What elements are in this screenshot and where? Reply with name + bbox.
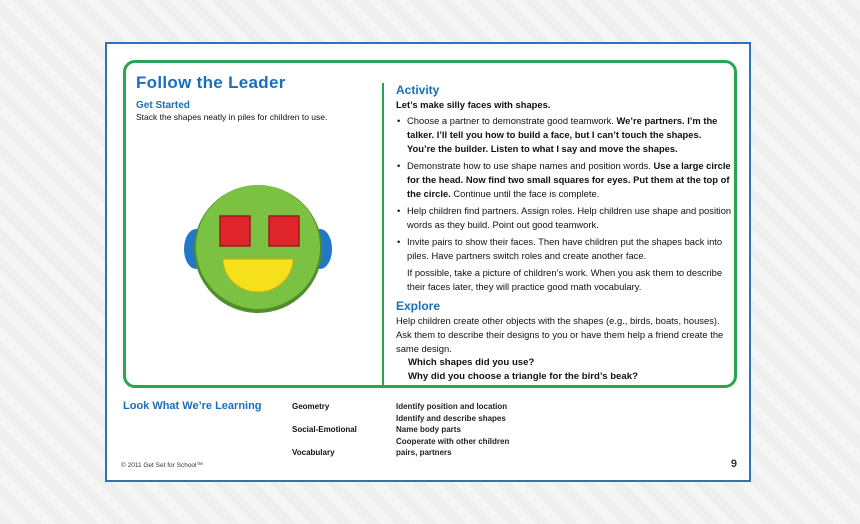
activity-list — [396, 114, 732, 263]
explore-question: Which shapes did you use? — [408, 357, 535, 368]
lesson-card — [123, 60, 737, 388]
shape-face-illustration — [178, 183, 338, 313]
get-started-heading: Get Started — [136, 100, 190, 111]
explore-question: Why did you choose a triangle for the bird’s beak? — [408, 371, 638, 382]
activity-column — [396, 83, 732, 384]
learning-category: Vocabulary — [292, 448, 335, 457]
learning-item: Cooperate with other children — [396, 436, 510, 446]
copyright-notice: © 2011 Get Set for School™ — [121, 462, 203, 469]
activity-lead: Let’s make silly faces with shapes. — [396, 99, 551, 110]
list-item: • Invite pairs to show their faces. Then have children put the shapes back into piles. Have partners switch roles and create another face. — [396, 235, 732, 263]
list-item: • Demonstrate how to use shape names and position words. Use a large circle for the head. Now find two small squares for eyes. Put them at the top of the circle. Continue until the face is complete. — [396, 159, 732, 201]
activity-heading: Activity — [396, 83, 440, 97]
explore-heading: Explore — [396, 299, 441, 313]
learning-category: Social-Emotional — [292, 425, 357, 434]
list-item: • Help children find partners. Assign roles. Help children use shape and position words as they build. Point out good teamwork. — [396, 204, 732, 232]
lesson-title: Follow the Leader — [136, 73, 286, 92]
learning-row — [292, 401, 692, 424]
learning-item: Identify and describe shapes — [396, 413, 506, 423]
left-eye-square — [220, 216, 250, 246]
column-divider — [382, 83, 384, 385]
learning-item: Name body parts — [396, 425, 461, 434]
right-eye-square — [269, 216, 299, 246]
workbook-page — [105, 42, 751, 482]
learning-table — [292, 401, 692, 459]
learning-item: pairs, partners — [396, 448, 452, 457]
list-item: • Choose a partner to demonstrate good teamwork. We’re partners. I’m the talker. I’ll tell you how to build a face, but I can’t touch the shapes. You’re the builder. Listen to what I say and move the shapes. — [396, 114, 732, 156]
learning-row — [292, 424, 692, 447]
learning-heading: Look What We’re Learning — [123, 400, 262, 412]
photo-note: If possible, take a picture of children’s work. When you ask them to describe their faces later, they will practice good math vocabulary. — [407, 267, 723, 292]
page-number: 9 — [730, 458, 737, 470]
learning-item: Identify position and location — [396, 402, 508, 411]
learning-category: Geometry — [292, 402, 330, 411]
learning-row — [292, 447, 692, 459]
explore-text: Help children create other objects with the shapes (e.g., birds, boats, houses). Ask them to describe their designs to you or have them help a friend create the same design. — [396, 315, 724, 354]
get-started-text: Stack the shapes neatly in piles for children to use. — [136, 112, 328, 122]
